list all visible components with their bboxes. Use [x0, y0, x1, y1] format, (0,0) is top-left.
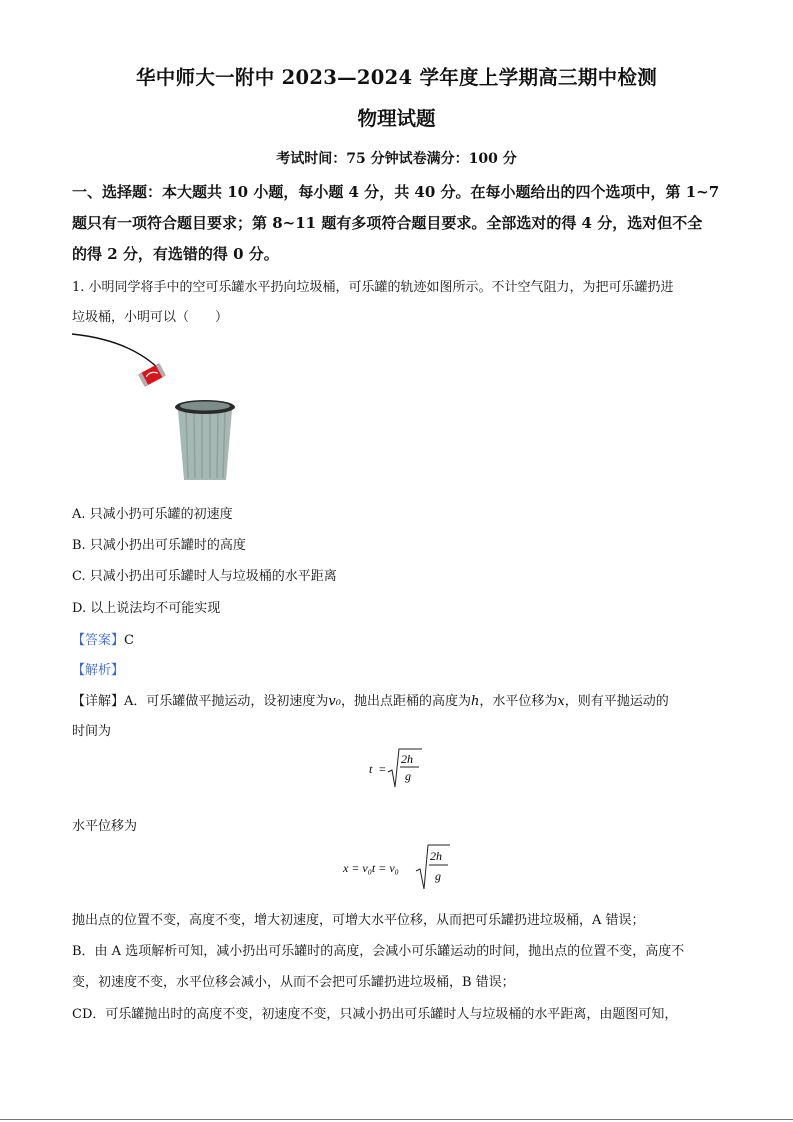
formula-displacement [340, 840, 452, 892]
symbol-v0: v₀ [328, 694, 341, 709]
formula-displacement-numerator: 2h [430, 849, 442, 863]
detail-label: 【详解】 [72, 694, 125, 709]
formula-time-denominator: g [405, 769, 411, 783]
option-d: D. 以上说法均不可能实现 [72, 601, 221, 616]
analysis-paragraph-b-line-1: B．由 A 选项解析可知，减小扔出可乐罐时的高度，会减小可乐罐运动的时间，抛出点的位置不变，高度不 [72, 944, 685, 959]
page-subtitle: 物理试题 [357, 107, 436, 130]
exam-meta: 考试时间：75 分钟试卷满分：100 分 [276, 151, 517, 167]
answer-line [72, 629, 134, 648]
formula-time-t: t [369, 762, 373, 776]
formula-displacement-lhs: x = v₀t = v₀ [343, 861, 399, 875]
formula-time [366, 746, 426, 790]
section-instructions-line-2: 题只有一项符合题目要求；第 8~11 题有多项符合题目要求。全部选对的得 4 分，选对但不全 [72, 214, 703, 232]
trajectory-curve [72, 334, 160, 370]
cola-can-icon [138, 363, 166, 387]
answer-label: 【答案】 [72, 633, 125, 648]
answer-value: C [124, 633, 134, 648]
question-1-stem-line-1: 1. 小明同学将手中的空可乐罐水平扔向垃圾桶，可乐罐的轨迹如图所示。不计空气阻力，为把可乐罐扔进 [72, 280, 674, 295]
section-instructions-line-1: 一、选择题：本大题共 10 小题，每小题 4 分，共 40 分。在每小题给出的四个选项中，第 1~7 [72, 183, 720, 201]
detail-line-1 [72, 690, 669, 709]
analysis-paragraph-cd: CD．可乐罐抛出时的高度不变，初速度不变，只减小扔出可乐罐时人与垃圾桶的水平距离，由题图可知， [72, 1007, 678, 1022]
option-b: B. 只减小扔出可乐罐时的高度 [72, 538, 246, 553]
option-c: C. 只减小扔出可乐罐时人与垃圾桶的水平距离 [72, 569, 337, 584]
question-1-stem-line-2: 垃圾桶，小明可以（ ） [72, 310, 229, 325]
detail-text: ，则有平抛运动的 [564, 694, 669, 709]
horizontal-displacement-label: 水平位移为 [72, 819, 138, 834]
analysis-paragraph-a: 抛出点的位置不变，高度不变，增大初速度，可增大水平位移，从而把可乐罐扔进垃圾桶，A 错误； [72, 913, 645, 928]
option-a: A. 只减小扔可乐罐的初速度 [72, 507, 233, 522]
formula-time-eq: = [379, 762, 386, 776]
analysis-paragraph-b-line-2: 变，初速度不变，水平位移会减小，从而不会把可乐罐扔进垃圾桶，B 错误； [72, 975, 515, 990]
detail-line-2: 时间为 [72, 724, 112, 739]
symbol-x: x [557, 694, 565, 709]
page-bottom-rule [0, 1119, 793, 1120]
symbol-h: h [470, 694, 480, 709]
analysis-label: 【解析】 [72, 663, 125, 678]
trajectory-figure [70, 330, 250, 485]
detail-text: ，水平位移为 [479, 694, 558, 709]
section-instructions-line-3: 的得 2 分，有选错的得 0 分。 [72, 245, 279, 263]
formula-displacement-denominator: g [435, 869, 441, 883]
formula-time-numerator: 2h [401, 752, 413, 766]
detail-text: ，抛出点距桶的高度为 [340, 694, 471, 709]
page-title: 华中师大一附中 2023—2024 学年度上学期高三期中检测 [135, 66, 658, 89]
detail-text: A．可乐罐做平抛运动，设初速度为 [124, 694, 329, 709]
trash-bin-icon [175, 400, 235, 480]
